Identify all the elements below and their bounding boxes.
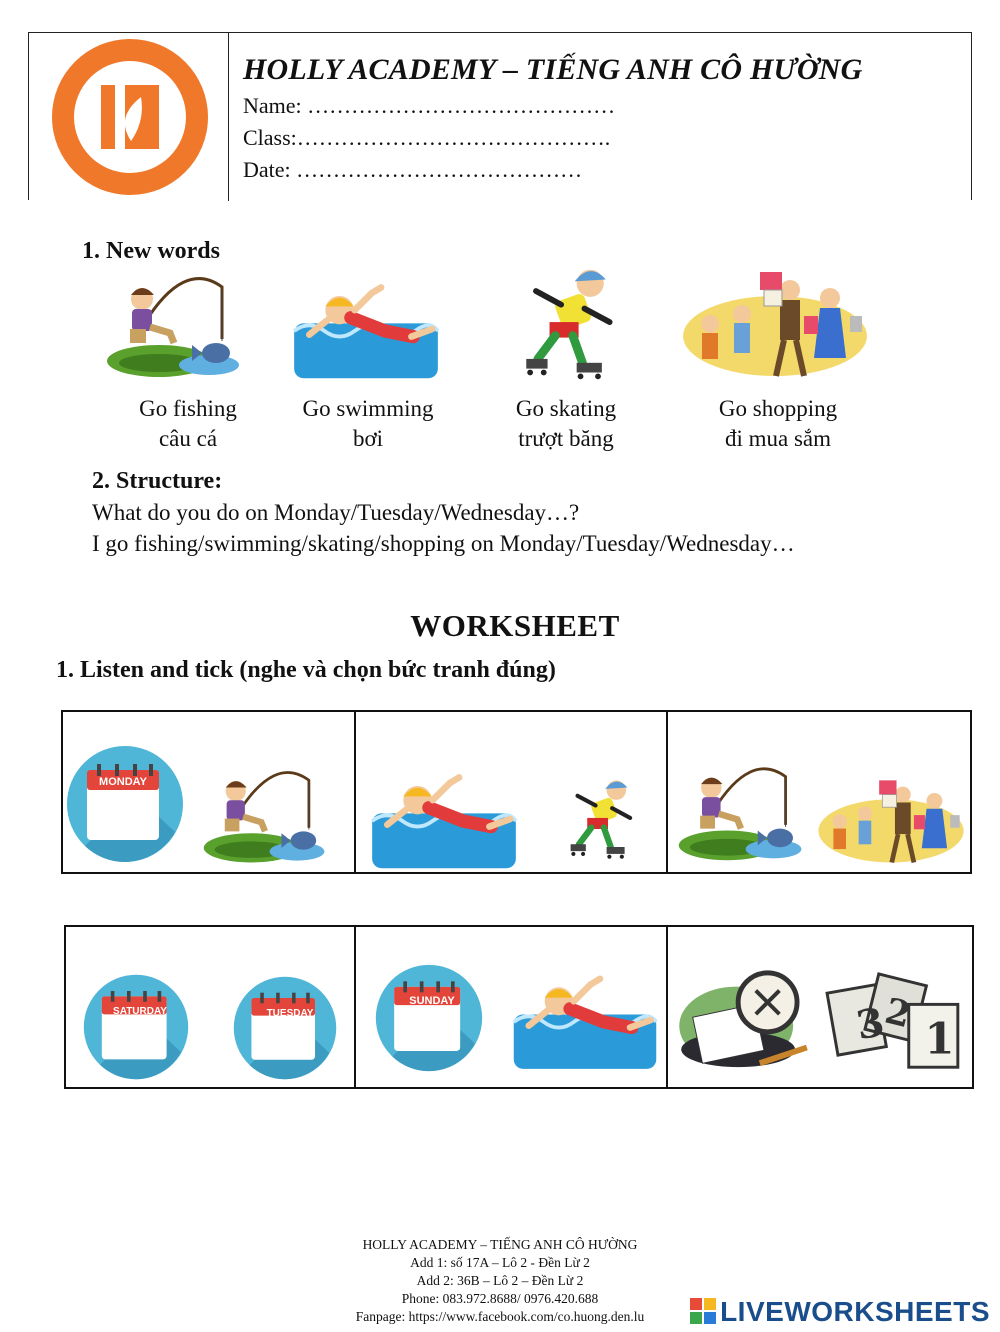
logo-box: [29, 33, 229, 201]
fishing-icon: [676, 756, 806, 866]
brand-name: LIVEWORKSHEETS: [720, 1296, 990, 1327]
skating-icon: [500, 262, 632, 388]
calendar-saturday-icon: [82, 973, 190, 1081]
structure-answer: I go fishing/swimming/skating/shopping on Monday/Tuesday/Wednesday…: [92, 531, 795, 556]
word-vi: đi mua sắm: [724, 426, 832, 451]
word-card-swimming: [278, 394, 458, 454]
swimming-icon: [288, 278, 444, 382]
word-card-shopping: [688, 394, 868, 454]
answer-option[interactable]: [668, 927, 972, 1087]
answer-option[interactable]: [66, 927, 356, 1087]
holly-logo-icon: [45, 37, 215, 197]
shopping-icon: [816, 774, 966, 872]
word-card-skating: [476, 394, 656, 454]
answer-option[interactable]: [356, 927, 668, 1087]
header-title: HOLLY ACADEMY – TIẾNG ANH CÔ HƯỜNG: [243, 53, 863, 86]
calendar-label: SUNDAY: [409, 995, 455, 1007]
answer-row-1: [61, 710, 972, 874]
footer-fanpage[interactable]: Fanpage: https://www.facebook.com/co.huong.den.lu: [355, 1309, 645, 1324]
calendar-label: SATURDAY: [113, 1006, 167, 1017]
structure-question: What do you do on Monday/Tuesday/Wednesday…?: [92, 500, 580, 525]
liveworksheets-brand[interactable]: [690, 1296, 990, 1328]
word-en: Go shopping: [718, 396, 838, 421]
calendar-label: TUESDAY: [266, 1008, 314, 1019]
answer-row-2: [64, 925, 974, 1089]
name-field[interactable]: Name: ……………………………………: [243, 93, 616, 118]
fishing-icon: [201, 762, 329, 866]
word-card-fishing: [98, 394, 278, 454]
exercise-1-heading: 1. Listen and tick (nghe và chọn bức tranh đúng): [56, 657, 556, 683]
word-vi: bơi: [352, 426, 384, 451]
structure-heading: 2. Structure:: [92, 468, 223, 494]
worksheet-header: [28, 32, 972, 200]
calendar-label: MONDAY: [99, 776, 147, 788]
word-vi: trượt băng: [518, 426, 614, 451]
word-en: Go fishing: [139, 396, 237, 421]
calendar-monday-icon: [65, 744, 185, 864]
skating-icon: [554, 774, 644, 866]
new-words-heading: 1. New words: [82, 238, 220, 264]
calendar-tuesday-icon: [232, 975, 338, 1081]
word-en: Go swimming: [302, 396, 434, 421]
footer-address-1: Add 1: số 17A – Lô 2 - Đền Lừ 2: [410, 1255, 590, 1270]
answer-option[interactable]: [356, 712, 668, 872]
footer-phone: Phone: 083.972.8688/ 0976.420.688: [401, 1291, 599, 1306]
swimming-icon: [510, 969, 660, 1073]
shopping-icon: [680, 266, 870, 386]
word-en: Go skating: [515, 396, 617, 421]
answer-option[interactable]: [63, 712, 356, 872]
footer-title: HOLLY ACADEMY – TIẾNG ANH CÔ HƯỜNG: [362, 1237, 638, 1252]
worksheet-title: WORKSHEET: [410, 608, 620, 643]
footer-address-2: Add 2: 36B – Lô 2 – Đền Lừ 2: [416, 1273, 584, 1288]
liveworksheets-logo-icon: [690, 1298, 716, 1326]
clock-calendar-icon: [676, 967, 816, 1075]
date-field[interactable]: Date: …………………………………: [243, 157, 583, 182]
class-field[interactable]: Class:…………………………………….: [243, 125, 611, 150]
answer-option[interactable]: [668, 712, 970, 872]
swimming-icon: [366, 768, 522, 872]
fishing-icon: [104, 268, 244, 380]
word-vi: câu cá: [158, 426, 218, 451]
countdown-calendar-icon: [824, 971, 966, 1079]
calendar-sunday-icon: [374, 963, 484, 1073]
